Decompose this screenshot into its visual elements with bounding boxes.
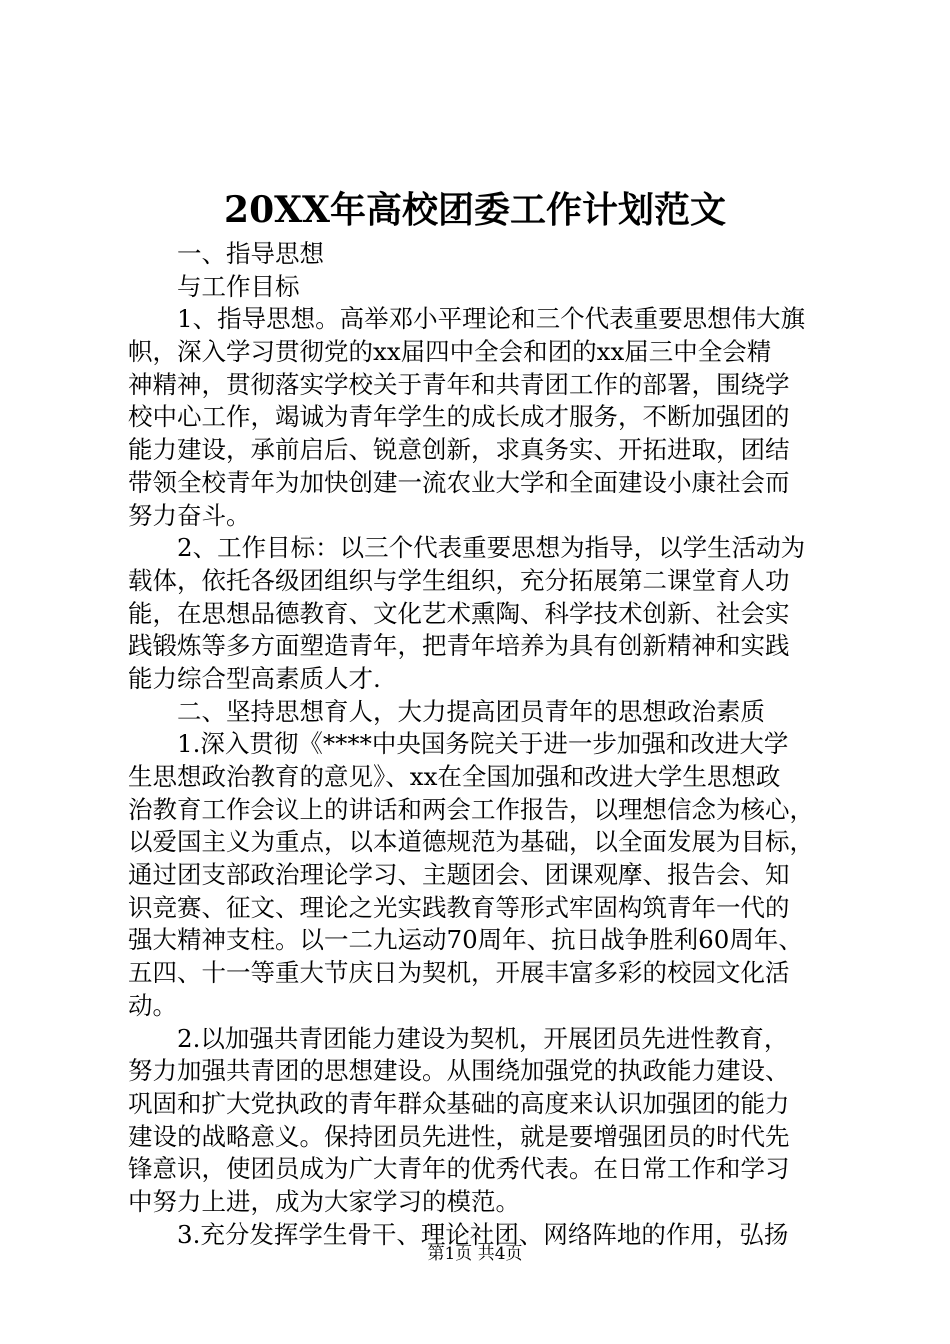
text-line: 能力综合型高素质人才.: [128, 663, 381, 693]
document-title: 20XX年高校团委工作计划范文: [224, 189, 726, 231]
text-line: 治教育工作会议上的讲话和两会工作报告，以理想信念为核心，: [128, 794, 814, 824]
text-line: 能力建设，承前启后、锐意创新，求真务实、开拓进取，团结: [128, 435, 790, 465]
paragraph-first-line: 2.以加强共青团能力建设为契机，开展团员先进性教育，: [177, 1023, 789, 1053]
text-line: 动。: [128, 990, 177, 1020]
text-line: 生思想政治教育的意见》、xx在全国加强和改进大学生思想政: [128, 762, 781, 791]
text-line: 努力加强共青团的思想建设。从围绕加强党的执政能力建设、: [128, 1056, 790, 1086]
text-line: 强大精神支柱。以一二九运动70周年、抗日战争胜利60周年、: [128, 925, 803, 955]
text-line: 帜，深入学习贯彻党的xx届四中全会和团的xx届三中全会精: [128, 337, 772, 367]
text-line: 与工作目标: [177, 271, 300, 301]
document-body: [128, 238, 828, 1251]
text-line: 五四、十一等重大节庆日为契机，开展丰富多彩的校园文化活: [128, 958, 790, 988]
text-line: 践锻炼等多方面塑造青年，把青年培养为具有创新精神和实践: [128, 631, 790, 661]
text-line: 校中心工作，竭诚为青年学生的成长成才服务，不断加强团的: [128, 402, 790, 432]
paragraph-first-line: 1、指导思想。高举邓小平理论和三个代表重要思想伟大旗: [177, 304, 806, 334]
text-line: 以爱国主义为重点，以本道德规范为基础，以全面发展为目标，: [128, 827, 814, 857]
text-line: 识竞赛、征文、理论之光实践教育等形式牢固构筑青年一代的: [128, 892, 790, 922]
text-line: 能，在思想品德教育、文化艺术熏陶、科学技术创新、社会实: [128, 598, 790, 628]
text-line: 巩固和扩大党执政的青年群众基础的高度来认识加强团的能力: [128, 1088, 790, 1118]
text-line: 锋意识，使团员成为广大青年的优秀代表。在日常工作和学习: [128, 1154, 790, 1184]
text-line: 通过团支部政治理论学习、主题团会、团课观摩、报告会、知: [128, 860, 790, 890]
text-line: 中努力上进，成为大家学习的模范。: [128, 1186, 520, 1216]
text-line: 努力奋斗。: [128, 500, 251, 530]
page-number-footer: 第1页 共4页: [427, 1244, 523, 1264]
text-line: 建设的战略意义。保持团员先进性，就是要增强团员的时代先: [128, 1121, 790, 1151]
section-heading: 一、指导思想: [177, 239, 324, 268]
paragraph-first-line: 1.深入贯彻《****中央国务院关于进一步加强和改进大学: [177, 729, 789, 759]
text-line: 神精神，贯彻落实学校关于青年和共青团工作的部署，围绕学: [128, 369, 790, 399]
paragraph-first-line: 2、工作目标：以三个代表重要思想为指导，以学生活动为: [177, 533, 806, 563]
paragraph-first-line: 3.充分发挥学生骨干、理论社团、网络阵地的作用，弘扬: [177, 1219, 789, 1249]
section-heading: 二、坚持思想育人，大力提高团员青年的思想政治素质: [177, 696, 765, 726]
text-line: 载体，依托各级团组织与学生组织，充分拓展第二课堂育人功: [128, 565, 790, 595]
text-line: 带领全校青年为加快创建一流农业大学和全面建设小康社会而: [128, 467, 790, 497]
